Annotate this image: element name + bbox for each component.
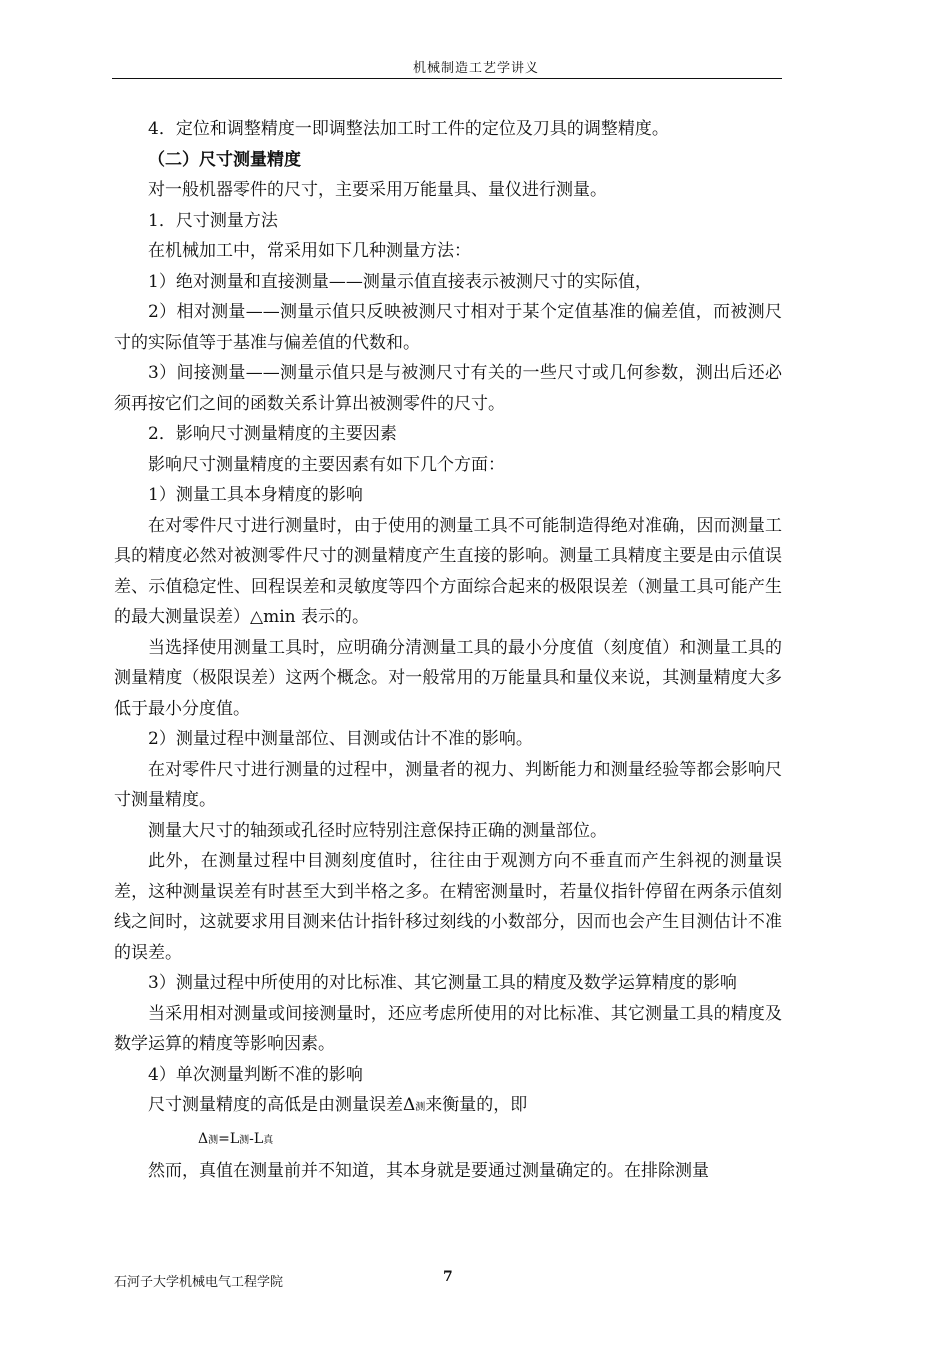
paragraph: 对一般机器零件的尺寸，主要采用万能量具、量仪进行测量。 [148, 180, 607, 200]
footer-institution: 石河子大学机械电气工程学院 [114, 1275, 284, 1290]
paragraph: 1）绝对测量和直接测量——测量示值直接表示被测尺寸的实际值， [148, 271, 652, 292]
page-body [114, 114, 782, 1187]
paragraph: 2．影响尺寸测量精度的主要因素 [148, 424, 397, 444]
formula-l-true: -L [249, 1130, 264, 1147]
page-header-title: 机械制造工艺学讲义 [412, 61, 539, 76]
formula-l-measured-subscript: 测 [239, 1134, 250, 1146]
section-heading: （二）尺寸测量精度 [148, 149, 301, 170]
paragraph: 3）测量过程中所使用的对比标准、其它测量工具的精度及数学运算精度的影响 [148, 973, 737, 993]
paragraph: 4．定位和调整精度一即调整法加工时工件的定位及刀具的调整精度。 [148, 119, 669, 139]
paragraph: 1）测量工具本身精度的影响 [148, 485, 363, 505]
measurement-error-sentence [114, 1090, 782, 1124]
paragraph: 在机械加工中，常采用如下几种测量方法： [148, 241, 471, 261]
paragraph: 4）单次测量判断不准的影响 [148, 1064, 363, 1085]
paragraph: 测量大尺寸的轴颈或孔径时应特别注意保持正确的测量部位。 [148, 820, 607, 841]
footer-page-number: 7 [443, 1269, 453, 1285]
paragraph: 1．尺寸测量方法 [148, 210, 278, 231]
formula-delta: Δ [198, 1130, 209, 1147]
paragraph: 在对零件尺寸进行测量时，由于使用的测量工具不可能制造得绝对准确，因而测量工具的精度必然对被测零件尺寸的测量精度产生直接的影响。测量工具精度主要是由示值误差、示值稳定性、回程误差和灵敏度等四个方面综合起来的极限误差（测量工具可能产生的最大测量误差）△min 表示的。 [114, 515, 782, 627]
measurement-error-text-before: 尺寸测量精度的高低是由测量误差Δ [148, 1095, 416, 1115]
paragraph: 3）间接测量——测量示值只是与被测尺寸有关的一些尺寸或几何参数，测出后还必须再按它们之间的函数关系计算出被测零件的尺寸。 [114, 363, 782, 414]
formula-l-measured: =L [218, 1130, 240, 1147]
error-formula [114, 1124, 782, 1157]
paragraph: 当采用相对测量或间接测量时，还应考虑所使用的对比标准、其它测量工具的精度及数学运算的精度等影响因素。 [114, 1003, 782, 1054]
paragraph: 影响尺寸测量精度的主要因素有如下几个方面： [148, 454, 505, 475]
formula-delta-subscript: 测 [208, 1134, 219, 1146]
measurement-error-text-after: 来衡量的，即 [425, 1095, 528, 1115]
paragraph: 当选择使用测量工具时，应明确分清测量工具的最小分度值（刻度值）和测量工具的测量精度（极限误差）这两个概念。对一般常用的万能量具和量仪来说，其测量精度大多低于最小分度值。 [114, 637, 782, 719]
paragraph: 2）相对测量——测量示值只反映被测尺寸相对于某个定值基准的偏差值，而被测尺寸的实际值等于基准与偏差值的代数和。 [114, 302, 782, 353]
paragraph: 此外，在测量过程中目测刻度值时，往往由于观测方向不垂直而产生斜视的测量误差，这种测量误差有时甚至大到半格之多。在精密测量时，若量仪指针停留在两条示值刻线之间时，这就要求用目测来估计指针移过刻线的小数部分，因而也会产生目测估计不准的误差。 [114, 851, 782, 963]
measurement-error-subscript: 测 [415, 1102, 426, 1113]
header-rule [112, 78, 782, 79]
formula-l-true-subscript: 真 [263, 1134, 274, 1146]
paragraph: 2）测量过程中测量部位、目测或估计不准的影响。 [148, 729, 533, 749]
paragraph: 在对零件尺寸进行测量的过程中，测量者的视力、判断能力和测量经验等都会影响尺寸测量精度。 [114, 759, 782, 810]
paragraph-list [114, 114, 782, 1090]
paragraph-last: 然而，真值在测量前并不知道，其本身就是要通过测量确定的。在排除测量 [148, 1161, 709, 1181]
